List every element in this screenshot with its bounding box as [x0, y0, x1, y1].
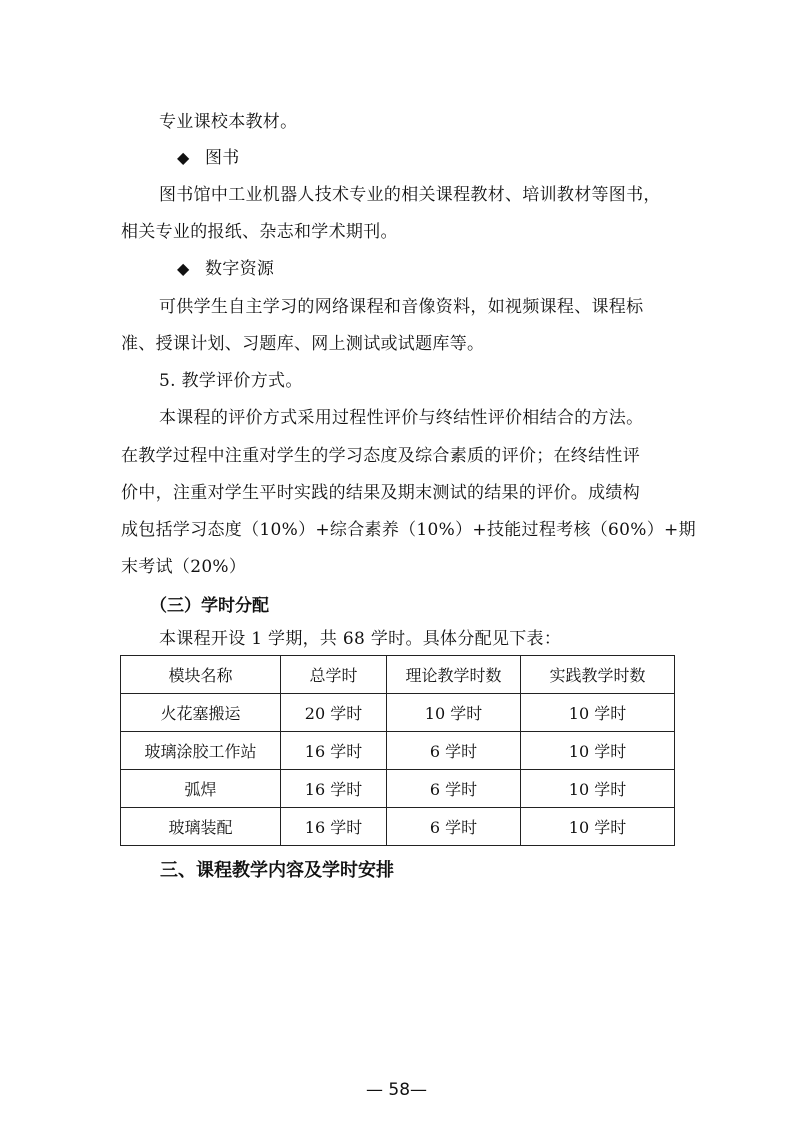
diamond-bullet-icon: ◆: [177, 148, 190, 167]
table-row: [121, 808, 675, 846]
column-header: 实践教学时数: [521, 656, 675, 694]
table-header-row: [121, 656, 675, 694]
column-header: 理论教学时数: [387, 656, 521, 694]
paragraph-line: 成包括学习态度（10%）+综合素养（10%）+技能过程考核（60%）+期: [121, 520, 696, 540]
eval-title: 5. 教学评价方式。: [159, 371, 303, 391]
table-cell: 20 学时: [281, 694, 387, 732]
table-cell: 16 学时: [281, 770, 387, 808]
column-header: 模块名称: [121, 656, 281, 694]
paragraph-line: 相关专业的报纸、杂志和学术期刊。: [121, 222, 398, 242]
table-cell: 玻璃涂胶工作站: [121, 732, 281, 770]
table-cell: 10 学时: [521, 808, 675, 846]
table-cell: 10 学时: [521, 694, 675, 732]
table-cell: 16 学时: [281, 732, 387, 770]
table-cell: 16 学时: [281, 808, 387, 846]
table-cell: 弧焊: [121, 770, 281, 808]
table-cell: 10 学时: [521, 732, 675, 770]
paragraph-line: 末考试（20%）: [121, 557, 247, 577]
table-cell: 6 学时: [387, 732, 521, 770]
paragraph-line: 可供学生自主学习的网络课程和音像资料，如视频课程、课程标: [159, 297, 644, 317]
table-cell: 6 学时: [387, 808, 521, 846]
page-number: — 58—: [365, 1080, 428, 1100]
paragraph-line: 准、授课计划、习题库、网上测试或试题库等。: [121, 334, 485, 354]
table-cell: 10 学时: [521, 770, 675, 808]
table-cell: 10 学时: [387, 694, 521, 732]
paragraph-line: 专业课校本教材。: [159, 112, 298, 132]
table-cell: 6 学时: [387, 770, 521, 808]
paragraph-line: 本课程的评价方式采用过程性评价与终结性评价相结合的方法。: [159, 408, 644, 428]
paragraph-line: 在教学过程中注重对学生的学习态度及综合素质的评价；在终结性评: [121, 446, 640, 466]
paragraph-line: 图书馆中工业机器人技术专业的相关课程教材、培训教材等图书，: [159, 185, 661, 205]
table-row: [121, 694, 675, 732]
table-cell: 火花塞搬运: [121, 694, 281, 732]
hours-table: [120, 655, 675, 846]
diamond-bullet-icon: ◆: [177, 259, 190, 278]
hours-intro: 本课程开设 1 学期，共 68 学时。具体分配见下表：: [159, 629, 562, 649]
section-heading-three: 三、课程教学内容及学时安排: [160, 860, 394, 881]
subheading-books: 图书: [205, 148, 240, 168]
column-header: 总学时: [281, 656, 387, 694]
subheading-digital: 数字资源: [205, 259, 275, 279]
table-cell: 玻璃装配: [121, 808, 281, 846]
paragraph-line: 价中，注重对学生平时实践的结果及期末测试的结果的评价。成绩构: [121, 483, 640, 503]
table-row: [121, 770, 675, 808]
section-heading-hours: （三）学时分配: [150, 596, 269, 616]
table-row: [121, 732, 675, 770]
